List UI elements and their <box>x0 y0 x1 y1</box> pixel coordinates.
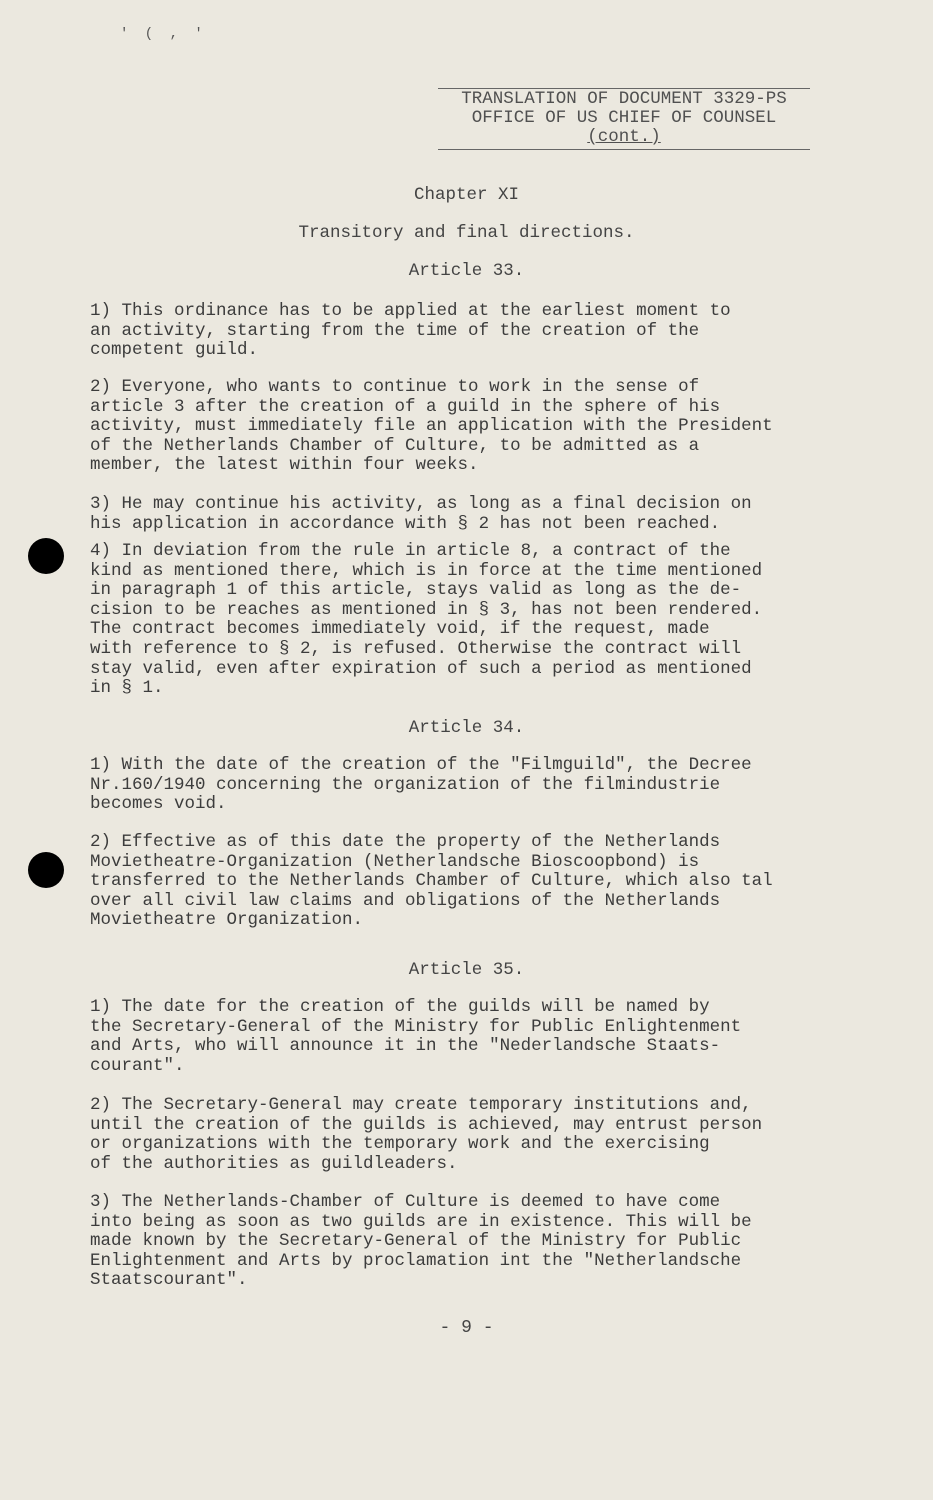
page-number: - 9 - <box>439 1318 494 1338</box>
article-33-paragraph-2: 2) Everyone, who wants to continue to work in the sense of article 3 after the creation of a guild in the sphere of his activity, must immediately file an application with the President of the Netherlands Chamber of Culture, to be admitted as a member, the latest within four weeks. <box>90 377 773 476</box>
article-33-paragraph-3: 3) He may continue his activity, as long as a final decision on his application in accordance with § 2 has not been reached. <box>90 494 752 534</box>
article-35-paragraph-2: 2) The Secretary-General may create temporary institutions and, until the creation of the guilds is achieved, may entrust person or organizations with the temporary work and the exercising of the authorities as guildleaders. <box>90 1095 763 1174</box>
article-34-paragraph-1: 1) With the date of the creation of the "Filmguild", the Decree Nr.160/1940 concerning the organization of the filmindustrie becomes void. <box>90 755 752 815</box>
corner-marks: ' ( , ' <box>120 26 207 42</box>
article-33-paragraph-1: 1) This ordinance has to be applied at the earliest moment to an activity, starting from the time of the creation of the competent guild. <box>90 301 731 361</box>
punch-hole <box>28 538 64 574</box>
punch-hole <box>28 852 64 888</box>
article-34-paragraph-2: 2) Effective as of this date the property of the Netherlands Movietheatre-Organization (Netherlandsche Bioscoopbond) is transferred to the Netherlands Chamber of Culture, which also tal over all civil law claims and obligations of the Netherlands Movietheatre Organization. <box>90 832 773 931</box>
document-header <box>438 88 810 150</box>
article-35-paragraph-3: 3) The Netherlands-Chamber of Culture is deemed to have come into being as soon as two guilds are in existence. This will be made known by the Secretary-General of the Ministry for Public Enlightenment and Arts by proclamation int the "Netherlandsche Staatscourant". <box>90 1192 752 1291</box>
chapter-subtitle: Transitory and final directions. <box>298 223 635 243</box>
header-title: TRANSLATION OF DOCUMENT 3329-PS <box>438 88 810 109</box>
header-office: OFFICE OF US CHIEF OF COUNSEL <box>471 108 777 128</box>
header-cont: (cont.) <box>438 128 810 150</box>
article-33-paragraph-4: 4) In deviation from the rule in article 8, a contract of the kind as mentioned there, which is in force at the time mentioned in paragraph 1 of this article, stays valid as long as the de- cision to be reaches as mentioned in § 3, has not been rendered. The contract becomes immediately void, if the request, made with reference to § 2, is refused. Otherwise the contract will stay valid, even after expiration of such a period as mentioned in § 1. <box>90 541 763 699</box>
article-33-heading: Article 33. <box>408 261 525 281</box>
article-34-heading: Article 34. <box>408 718 525 738</box>
chapter-title: Chapter XI <box>413 185 520 205</box>
article-35-heading: Article 35. <box>408 960 525 980</box>
article-35-paragraph-1: 1) The date for the creation of the guilds will be named by the Secretary-General of the Ministry for Public Enlightenment and Arts, who will announce it in the "Nederlandsche Staats- courant". <box>90 997 742 1076</box>
